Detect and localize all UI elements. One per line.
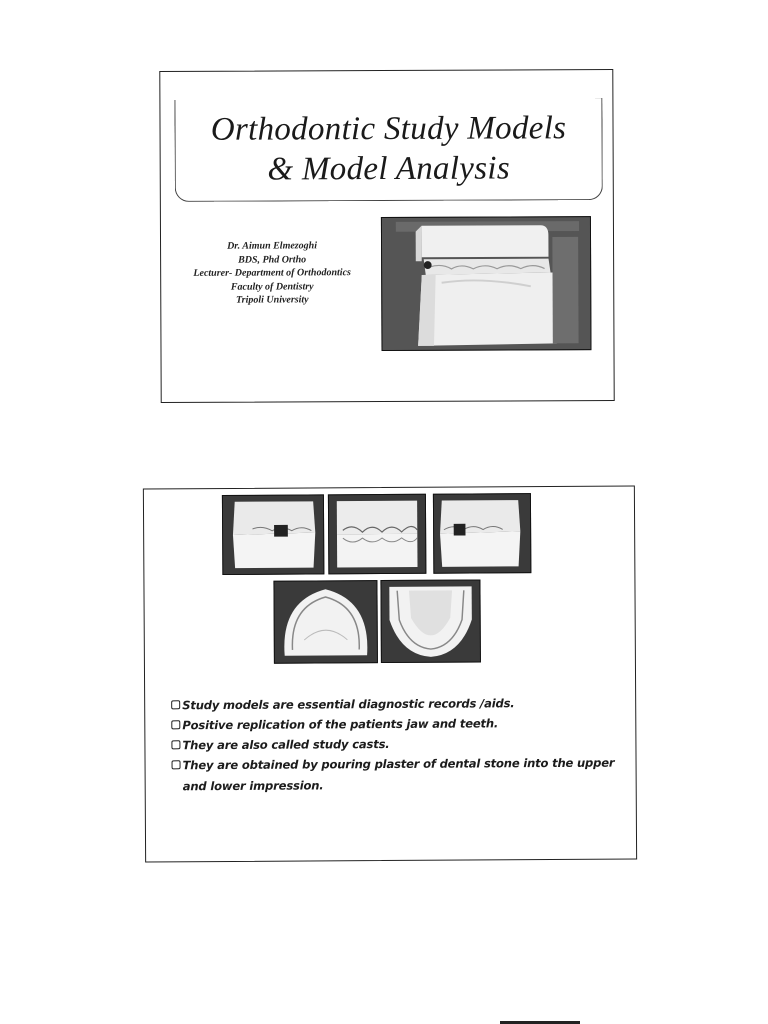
study-model-photo	[381, 216, 592, 351]
frontal-photo	[328, 494, 426, 575]
bullet-list	[171, 693, 622, 798]
title-line-2: & Model Analysis	[267, 150, 511, 188]
bullet-item	[171, 713, 621, 736]
checkbox-bullet-icon	[171, 740, 180, 749]
author-block	[167, 239, 377, 307]
author-faculty: Faculty of Dentistry	[230, 280, 314, 293]
bullet-text: Positive replication of the patients jaw and teeth.	[182, 716, 499, 733]
presentation-title	[175, 108, 601, 190]
author-university: Tripoli University	[235, 294, 309, 306]
lower-occlusal-photo	[380, 579, 481, 663]
checkbox-bullet-icon	[171, 700, 180, 709]
bullet-item	[171, 733, 621, 756]
author-degree: BDS, Phd Ortho	[238, 253, 307, 266]
slide-title	[159, 69, 614, 403]
right-buccal-photo	[222, 494, 324, 575]
bullet-text: They are obtained by pouring plaster of dental stone into the upper and lower impression.	[182, 755, 615, 794]
bullet-text: Study models are essential diagnostic records /aids.	[182, 696, 515, 713]
author-name: Dr. Aimun Elmezoghi	[227, 240, 318, 252]
title-frame	[174, 98, 602, 202]
checkbox-bullet-icon	[172, 760, 181, 769]
upper-occlusal-photo	[273, 580, 378, 664]
checkbox-bullet-icon	[171, 720, 180, 729]
author-position: Lecturer- Department of Orthodontics	[193, 267, 351, 279]
bullet-item	[171, 753, 621, 798]
slide-study-models	[143, 486, 637, 863]
bullet-item	[171, 693, 621, 716]
bullet-text: They are also called study casts.	[182, 737, 390, 753]
title-line-1: Orthodontic Study Models	[210, 110, 567, 148]
left-buccal-photo	[433, 493, 531, 574]
